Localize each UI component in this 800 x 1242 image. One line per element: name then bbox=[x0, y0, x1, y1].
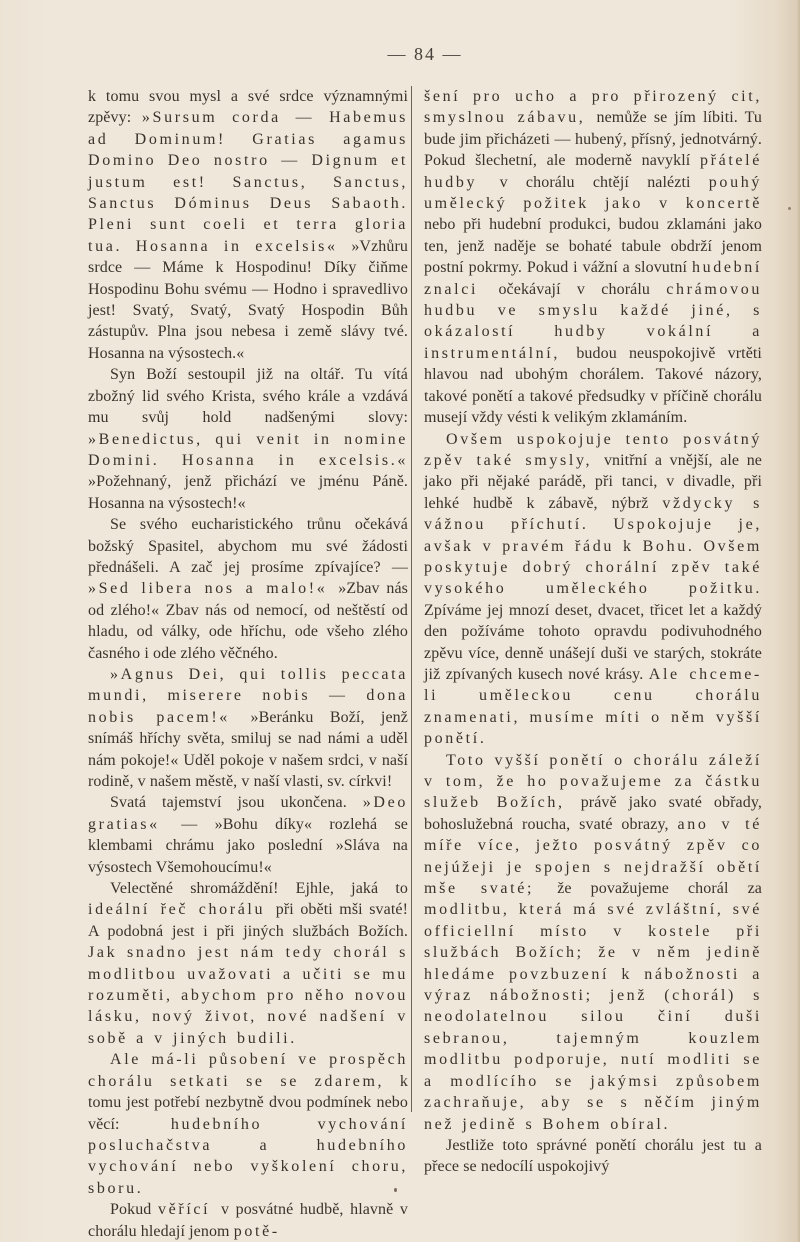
paragraph bbox=[88, 364, 408, 514]
text-segment: vždycky s vážnou příchutí. Uspokojuje je, avšak v pravém řádu k Bohu. Ovšem poskytuje dobrý chorální zpěv také vysokého uměleckého požitku. bbox=[424, 494, 762, 598]
text-segment: věřící bbox=[157, 1201, 221, 1219]
paragraph bbox=[88, 792, 408, 878]
paragraph bbox=[88, 664, 408, 792]
paragraph bbox=[88, 86, 408, 364]
text-segment: v chorálu chtějí nalézti bbox=[499, 173, 709, 191]
text-block bbox=[88, 86, 762, 1242]
paper-speck bbox=[788, 207, 791, 210]
text-segment: »Sed libera nos a malo!« bbox=[88, 580, 339, 598]
paragraph bbox=[424, 750, 762, 1135]
text-segment: modlitbu, která má své zvláštní, své officiellní místo v kostele při službách Božích; že v něm jedině hledáme povzbuzení k nábožnosti a výraz nábožnosti; jenž (chorál) s neodolatelnou silou činí duši sebranou, tajemným kouzlem modlitbu podporuje, nutí modliti se a modlícího se jakýmsi způsobem zachraňuje, aby se s něčím jiným než jedině s Bohem obíral. bbox=[424, 901, 762, 1133]
paragraph bbox=[424, 429, 762, 750]
text-segment: ano v té míře více, ježto posvátný zpěv co nejúžeji je spojen s nejdražší obětí mše svaté; bbox=[424, 815, 763, 898]
text-segment: Zpíváme jej mnozí deset, dvacet, třicet let a každý den požíváme tohoto opravdu podivuhodného zpěvu více, denně unášejí duši ve starých, stokráte již zpívaných kusech nové krásy. bbox=[424, 601, 762, 683]
text-segment: Ale má-li působení ve prospěch chorálu setkati se se zdarem, bbox=[88, 1051, 408, 1090]
paragraph bbox=[424, 1135, 762, 1178]
paragraph bbox=[88, 1049, 408, 1199]
text-segment: potě- bbox=[233, 1222, 280, 1240]
text-segment: »Agnus Dei, qui tollis peccata mundi, miserere nobis — dona nobis pacem!« bbox=[88, 665, 408, 726]
text-segment: Toto vyšší ponětí o chorálu záleží v tom, že ho považujeme za částku služeb Božích, bbox=[424, 751, 762, 812]
paragraph bbox=[88, 1199, 408, 1242]
text-segment: nemůže se jím líbiti. Tu bude jim přicházeti — hubený, přísný, jednotvárný. Pokud šlechetní, ale moderně navyklí bbox=[424, 109, 762, 170]
text-segment: Ovšem uspokojuje tento posvátný zpěv také smysly, bbox=[424, 430, 762, 469]
text-segment: nebo při hudební produkci, budou zklamáni jako ten, jenž naděje se bohaté tabule obdrží jenom postní pokrmy. Pokud i vážní a slovutní bbox=[424, 216, 762, 277]
text-segment: pouhý umělecký požitek jako v koncertě bbox=[424, 173, 762, 213]
left-column bbox=[88, 86, 408, 1242]
right-column bbox=[424, 86, 762, 1178]
text-segment: Ale chceme-li uměleckou cenu chorálu znamenati, musíme míti o něm vyšší ponětí. bbox=[424, 665, 762, 748]
text-segment: »Zbav nás od zlého!« Zbav nás od nemocí, od neštěstí od hladu, od války, ode hříchu, ode všeho zlého časného i ode zlého věčného. bbox=[88, 580, 408, 662]
text-segment: při oběti mši svaté! A podobná jest i při jiných službách Božích. bbox=[88, 901, 408, 940]
paragraph bbox=[88, 514, 408, 664]
page-number: — 84 — bbox=[387, 44, 463, 64]
text-segment: Svatá tajemství jsou ukončena. bbox=[110, 794, 363, 812]
text-segment: Syn Boží sestoupil již na oltář. Tu vítá zbožný lid svého Krista, svého krále a vzdává mu svůj hold nadšenými slovy: bbox=[88, 366, 408, 427]
text-segment: »Vzhůru srdce — Máme k Hospodinu! Díky čiňme Hospodinu Bohu svému — Hodno i spravedlivo jest! Svatý, Svatý, Svatý Hospodin Bůh zástupův. Plna jsou nebesa i země slávy tvé. Hosanna na výsostech.« bbox=[88, 237, 408, 362]
text-segment: »Beránku Boží, jenž snímáš hříchy světa, smiluj se nad námi a uděl nám pokoje!« Uděl pokoje v našem srdci, v naší rodině, v našem městě, v naší vlasti, sv. církvi! bbox=[88, 708, 408, 790]
text-segment: »Požehnaný, jenž přichází ve jménu Páně. Hosanna na výsostech!« bbox=[88, 473, 408, 512]
text-segment: Jak snadno jest nám tedy chorál s modlitbou uvažovati a učiti se mu rozuměti, abychom pro něho novou lásku, nový život, nové nadšení v sobě a v jiných budili. bbox=[88, 944, 408, 1047]
text-segment: »Sursum corda — Habemus ad Dominum! Gratias agamus Domino Deo nostro — Dignum et justum est! Sanctus, Sanctus, Sanctus Dóminus Deus Sabaoth. Pleni sunt coeli et terra gloria tua. Hosanna in excelsis« bbox=[88, 109, 408, 255]
text-segment: očekávají v chorálu bbox=[498, 280, 667, 298]
text-segment: právě jako svaté obřady, bohoslužebná roucha, svaté obrazy, bbox=[424, 794, 762, 833]
paper-speck bbox=[394, 1188, 397, 1192]
text-segment: hudební znalci bbox=[424, 259, 762, 298]
text-segment: Se svého eucharistického trůnu očekává božský Spasitel, abychom mu své žádosti přednášeli. A zač jej prosíme zpívajíce? — bbox=[88, 516, 408, 576]
paragraph bbox=[424, 86, 762, 429]
text-segment: v posvátné hudbě, hlavně v chorálu hledají jenom bbox=[88, 1201, 408, 1240]
text-segment: vnitřní a vnější, ale ne jako při nějaké parádě, při tanci, v divadle, při lehké hudbě k zábavě, nýbrž bbox=[424, 451, 763, 512]
text-segment: šení pro ucho a pro přirozený cit, smyslnou zábavu, bbox=[424, 88, 762, 127]
text-segment: k tomu svou mysl a své srdce významnými zpěvy: bbox=[88, 88, 408, 127]
text-segment: chrámovou hudbu ve smyslu každé jiné, s okázalostí hudby vokální a instrumentální, bbox=[424, 280, 762, 362]
text-segment: přátelé hudby bbox=[424, 152, 762, 191]
text-segment: »Deo gratias« bbox=[88, 794, 408, 833]
text-segment: ideální řeč chorálu bbox=[88, 901, 276, 919]
text-segment: Jestliže toto správné ponětí chorálu jest tu a přece se nedocílí uspokojivý bbox=[424, 1136, 762, 1176]
text-segment: budou neuspokojivě vrtěti hlavou nad ubohým chorálem. Takové názory, takové ponětí a takové předsudky v příčině chorálu musejí vždy vésti k velikým zklamáním. bbox=[424, 344, 762, 427]
text-segment: Velectěné shromáždění! Ejhle, jaká to bbox=[110, 880, 408, 898]
text-segment: hudebního vychování posluchačstva a hudebního vychování nebo vyškolení choru, sboru. bbox=[88, 1115, 408, 1197]
paragraph bbox=[88, 878, 408, 1049]
text-segment: — »Bohu díky« rozlehá se klembami chrámu jako poslední »Sláva na výsostech Všemohoucímu!« bbox=[88, 815, 408, 876]
text-segment: »Benedictus, qui venit in nomine Domini. Hosanna in excelsis.« bbox=[88, 430, 408, 469]
text-segment: k tomu jest potřebí nezbytně dvou podmínek nebo věcí: bbox=[88, 1072, 408, 1133]
column-divider bbox=[411, 86, 412, 1112]
text-segment: Pokud bbox=[110, 1201, 158, 1219]
text-segment: že považujeme chorál za bbox=[557, 880, 762, 898]
